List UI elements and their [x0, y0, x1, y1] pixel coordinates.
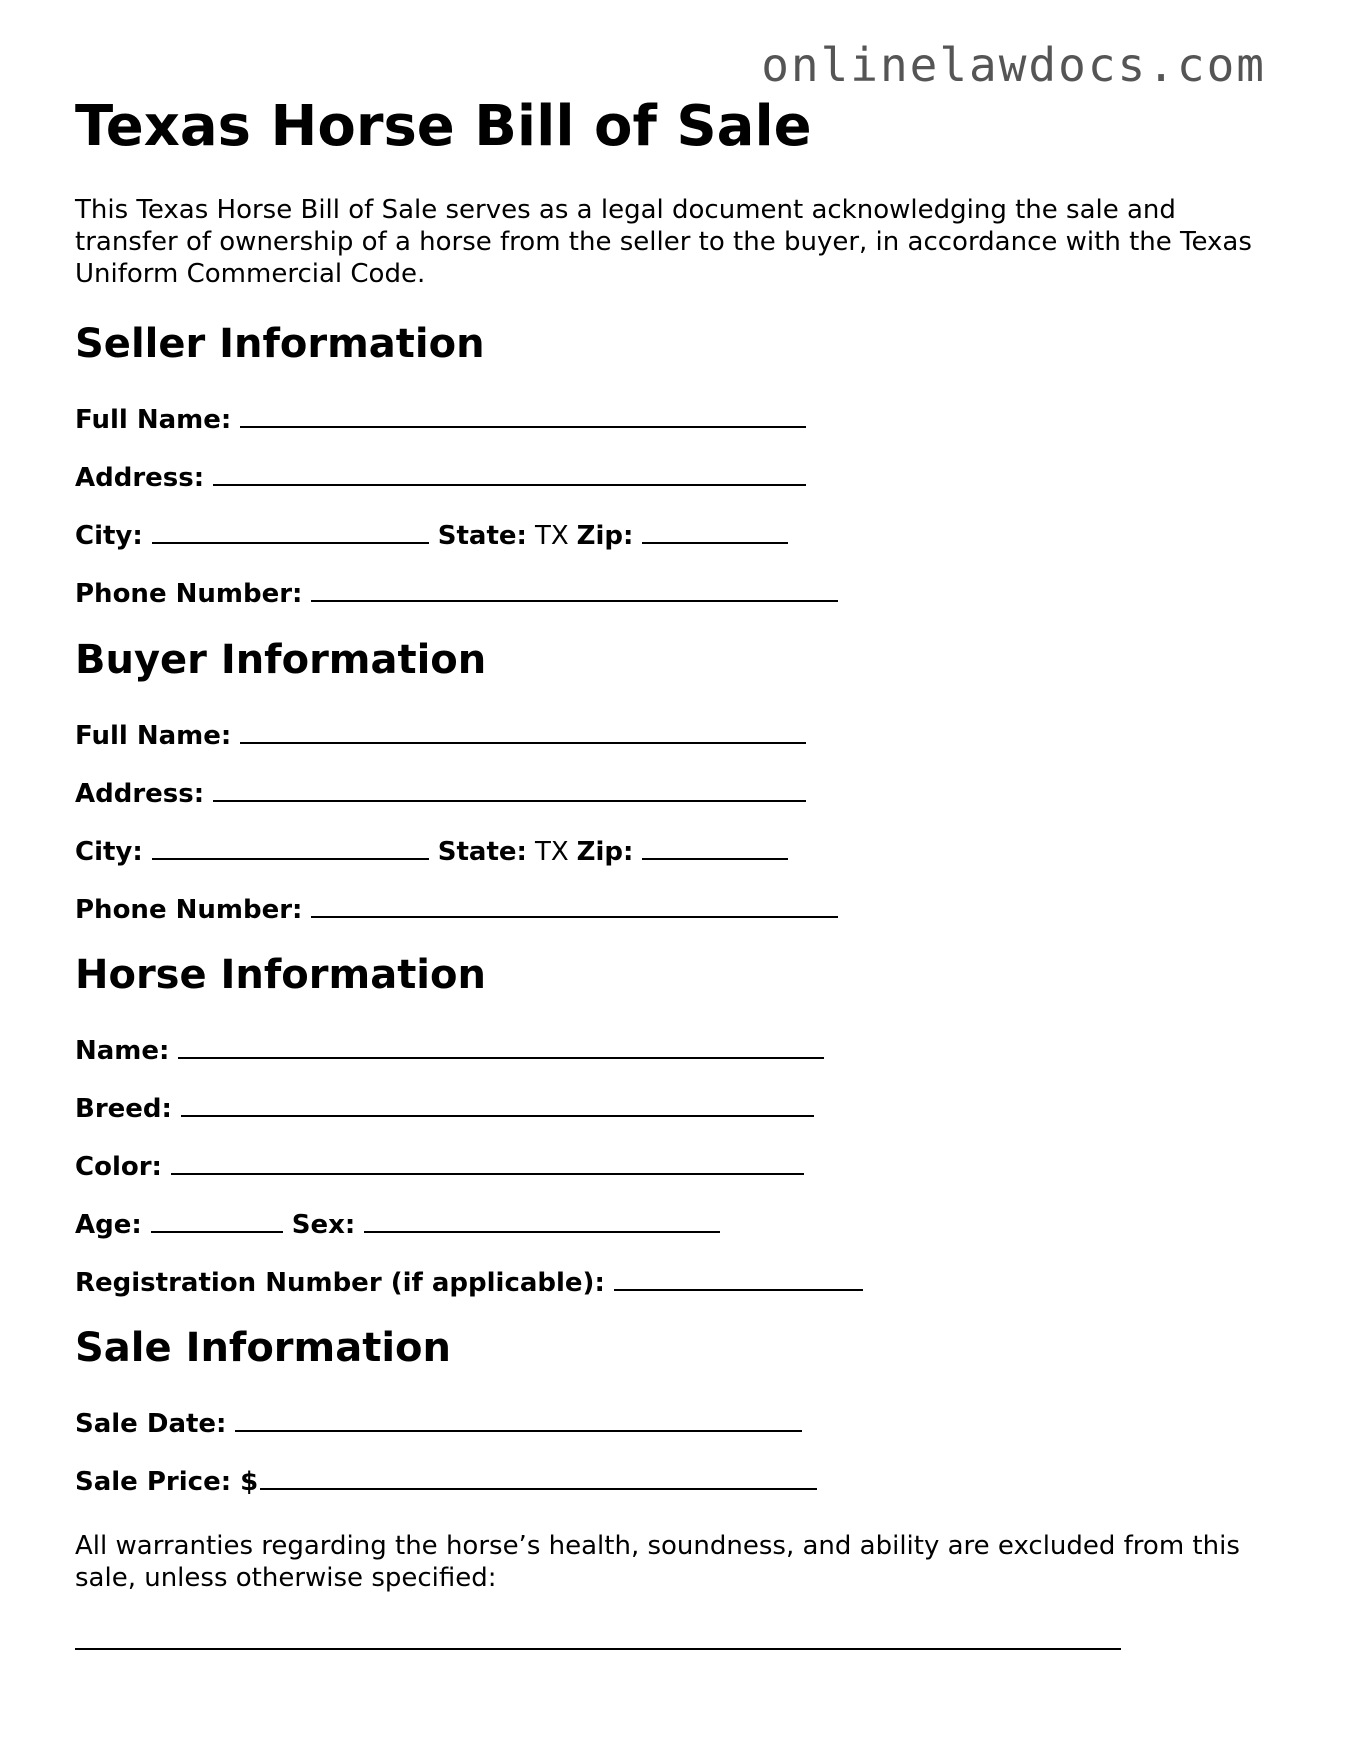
horse-sex-label: Sex: [291, 1210, 356, 1240]
seller-city-label: City: [75, 521, 143, 551]
buyer-full-name-label: Full Name: [75, 721, 232, 751]
horse-age-sex-row [75, 1207, 720, 1241]
buyer-phone-row [75, 892, 838, 926]
buyer-city-label: City: [75, 837, 143, 867]
horse-name-label: Name: [75, 1036, 170, 1066]
horse-breed-row [75, 1091, 814, 1125]
seller-city-state-zip-row [75, 518, 788, 552]
seller-state-label: State: [437, 521, 527, 551]
buyer-full-name-row [75, 718, 806, 752]
horse-color-field[interactable] [171, 1149, 804, 1175]
buyer-address-field[interactable] [213, 776, 806, 802]
intro-paragraph: This Texas Horse Bill of Sale serves as a legal document acknowledging the sale and transfer of ownership of a horse from the seller to the buyer, in accordance with the Texas Uniform Commercial Code. [75, 195, 1252, 289]
watermark: onlinelawdocs.com [761, 38, 1266, 92]
seller-phone-label: Phone Number: [75, 579, 303, 609]
horse-breed-label: Breed: [75, 1094, 172, 1124]
horse-color-label: Color: [75, 1152, 162, 1182]
warranty-specification-field[interactable] [75, 1648, 1121, 1650]
horse-registration-row [75, 1265, 863, 1299]
buyer-address-row [75, 776, 806, 810]
buyer-zip-label: Zip: [576, 837, 634, 867]
buyer-city-field[interactable] [152, 834, 429, 860]
seller-address-row [75, 460, 806, 494]
buyer-full-name-field[interactable] [240, 718, 806, 744]
buyer-phone-field[interactable] [311, 892, 838, 918]
seller-full-name-row [75, 402, 806, 436]
seller-address-field[interactable] [213, 460, 806, 486]
seller-full-name-field[interactable] [240, 402, 806, 428]
seller-address-label: Address: [75, 463, 205, 493]
horse-breed-field[interactable] [181, 1091, 814, 1117]
document-title: Texas Horse Bill of Sale [75, 94, 812, 159]
seller-zip-label: Zip: [576, 521, 634, 551]
buyer-address-label: Address: [75, 779, 205, 809]
buyer-phone-label: Phone Number: [75, 895, 303, 925]
sale-date-field[interactable] [235, 1406, 802, 1432]
buyer-state-label: State: [437, 837, 527, 867]
sale-price-label: Sale Price: $ [75, 1467, 259, 1497]
buyer-section-heading: Buyer Information [75, 637, 487, 683]
seller-city-field[interactable] [152, 518, 429, 544]
seller-zip-field[interactable] [642, 518, 788, 544]
sale-price-field[interactable] [260, 1464, 817, 1490]
buyer-city-state-zip-row [75, 834, 788, 868]
warranty-note: All warranties regarding the horse’s health, soundness, and ability are excluded from this sale, unless otherwise specified: [75, 1531, 1240, 1593]
seller-section-heading: Seller Information [75, 321, 485, 367]
seller-state-value: TX [534, 521, 569, 551]
buyer-zip-field[interactable] [642, 834, 788, 860]
sale-date-row [75, 1406, 802, 1440]
horse-sex-field[interactable] [364, 1207, 720, 1233]
horse-color-row [75, 1149, 804, 1183]
sale-section-heading: Sale Information [75, 1325, 451, 1371]
horse-age-label: Age: [75, 1210, 142, 1240]
seller-phone-row [75, 576, 838, 610]
horse-registration-label: Registration Number (if applicable): [75, 1268, 605, 1298]
sale-date-label: Sale Date: [75, 1409, 227, 1439]
seller-full-name-label: Full Name: [75, 405, 232, 435]
horse-section-heading: Horse Information [75, 952, 486, 998]
seller-phone-field[interactable] [311, 576, 838, 602]
sale-price-row [75, 1464, 817, 1498]
horse-age-field[interactable] [151, 1207, 283, 1233]
horse-registration-field[interactable] [614, 1265, 863, 1291]
horse-name-field[interactable] [178, 1033, 824, 1059]
buyer-state-value: TX [534, 837, 569, 867]
horse-name-row [75, 1033, 824, 1067]
